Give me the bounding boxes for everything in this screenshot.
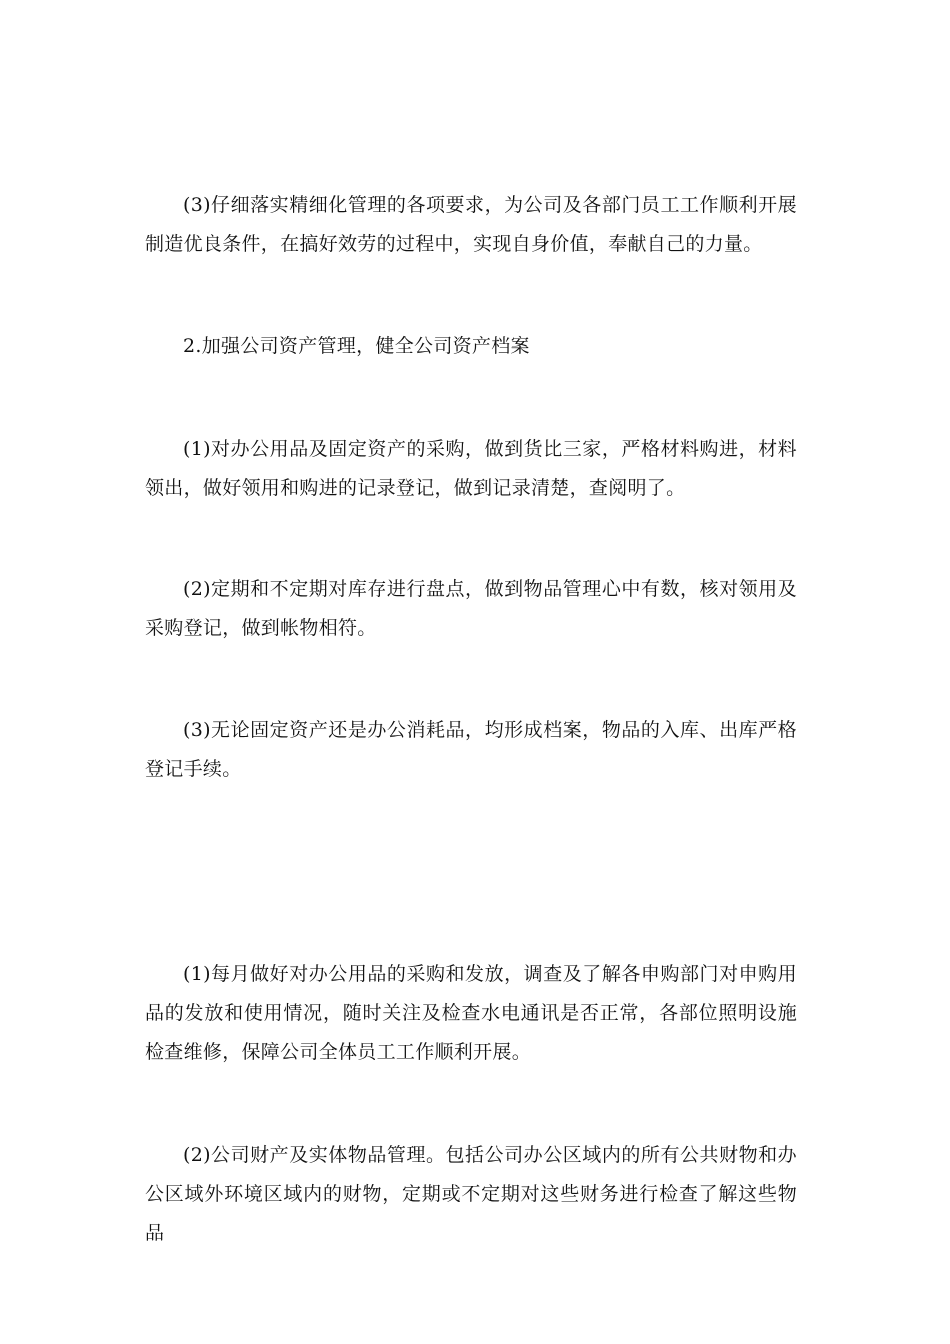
paragraph-monthly-supplies: (1)每月做好对办公用品的采购和发放，调查及了解各申购部门对申购用品的发放和使用情况，随时关注及检查水电通讯是否正常，各部位照明设施检查维修，保障公司全体员工工作顺利开展。 [145, 963, 797, 1063]
paragraph-procurement: (1)对办公用品及固定资产的采购，做到货比三家，严格材料购进，材料领出，做好领用和购进的记录登记，做到记录清楚，查阅明了。 [145, 438, 797, 499]
paragraph-refined-management: (3)仔细落实精细化管理的各项要求，为公司及各部门员工工作顺利开展制造优良条件，在搞好效劳的过程中，实现自身价值，奉献自己的力量。 [145, 194, 797, 255]
paragraph-inventory-check: (2)定期和不定期对库存进行盘点，做到物品管理心中有数，核对领用及采购登记，做到帐物相符。 [145, 578, 797, 639]
section-heading-asset-management: 2.加强公司资产管理，健全公司资产档案 [183, 335, 530, 357]
paragraph-property-management: (2)公司财产及实体物品管理。包括公司办公区域内的所有公共财物和办公区域外环境区域内的财物，定期或不定期对这些财务进行检查了解这些物品 [145, 1144, 797, 1244]
paragraph-asset-records: (3)无论固定资产还是办公消耗品，均形成档案，物品的入库、出库严格登记手续。 [145, 719, 797, 780]
